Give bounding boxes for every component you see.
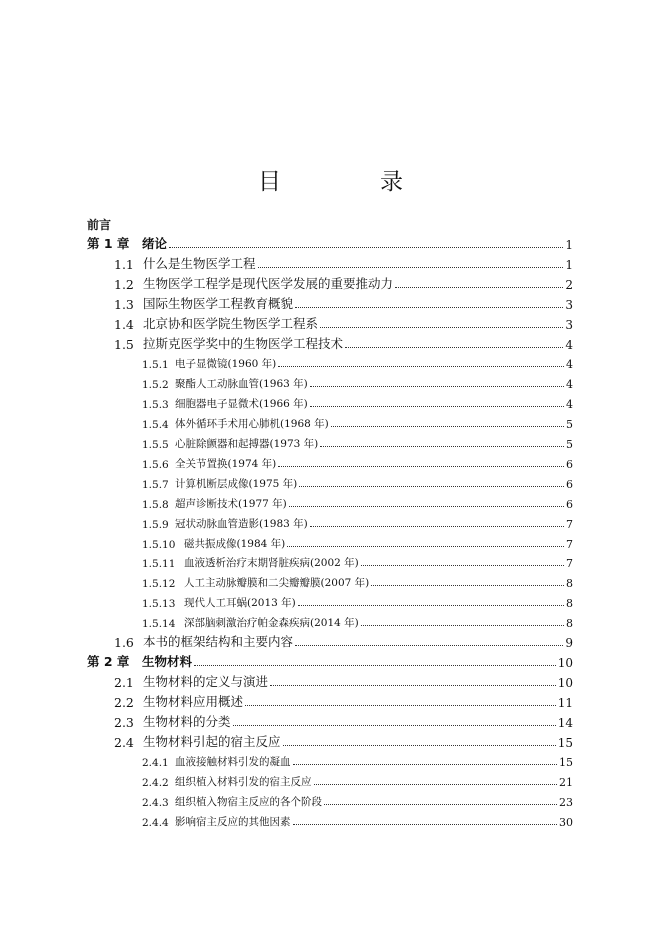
toc-entry-title: 计算机断层成像(1975 年) xyxy=(175,477,298,490)
dot-leader xyxy=(395,287,563,288)
toc-entry-section[interactable] xyxy=(0,312,661,332)
toc-entry-subsection[interactable] xyxy=(0,471,661,491)
toc-entry-section[interactable] xyxy=(0,272,661,292)
toc-entry-title: 人工主动脉瓣膜和二尖瓣瓣膜(2007 年) xyxy=(184,577,370,590)
toc-entry-subsection[interactable] xyxy=(0,749,661,769)
toc-entry-page: 1 xyxy=(565,257,573,272)
toc-entry-title: 现代人工耳蜗(2013 年) xyxy=(184,597,296,610)
toc-entry-page: 4 xyxy=(566,378,573,392)
toc-entry-page: 23 xyxy=(559,796,573,810)
dot-leader xyxy=(331,426,564,427)
toc-entry-title: 拉斯克医学奖中的生物医学工程技术 xyxy=(143,335,344,351)
dot-leader xyxy=(293,824,558,825)
dot-leader xyxy=(310,386,564,387)
toc-entry-subsection[interactable] xyxy=(0,769,661,789)
dot-leader xyxy=(361,565,564,566)
toc-entry-page: 10 xyxy=(557,675,573,690)
toc-entry-page: 8 xyxy=(566,617,573,631)
toc-entry-section[interactable] xyxy=(0,252,661,272)
toc-entry-page: 9 xyxy=(565,636,573,650)
toc-entry-number: 1.5.1 xyxy=(142,359,169,372)
toc-entry-title: 深部脑刺激治疗帕金森疾病(2014 年) xyxy=(184,617,359,630)
toc-entry-number: 1.5.14 xyxy=(142,618,176,631)
toc-entry-page: 15 xyxy=(557,735,573,750)
toc-entry-page: 2 xyxy=(565,277,573,292)
dot-leader xyxy=(324,804,557,805)
toc-entry-subsection[interactable] xyxy=(0,590,661,610)
toc-entry-section[interactable] xyxy=(0,690,661,710)
dot-leader xyxy=(310,526,564,527)
toc-entry-page: 10 xyxy=(557,655,573,670)
toc-entry-number: 1.5.7 xyxy=(142,478,169,491)
toc-entry-number: 1.5 xyxy=(114,336,134,352)
toc-entry-title: 聚酯人工动脉血管(1963 年) xyxy=(175,378,308,391)
toc-entry-number: 1.5.9 xyxy=(142,518,169,531)
toc-entry-number: 2.4.3 xyxy=(142,797,169,810)
toc-entry-number: 1.2 xyxy=(114,276,134,292)
toc-entry-number: 第 1 章 xyxy=(87,236,130,251)
toc-entry-number: 1.5.10 xyxy=(142,538,176,551)
toc-entry-number: 1.3 xyxy=(114,296,134,312)
toc-entry-title: 细胞器电子显微术(1966 年) xyxy=(175,398,308,411)
dot-leader xyxy=(320,327,563,328)
toc-entry-title: 国际生物医学工程教育概貌 xyxy=(143,295,294,311)
toc-entry-title: 北京协和医学院生物医学工程系 xyxy=(143,315,319,331)
dot-leader xyxy=(258,267,564,268)
toc-entry-title: 组织植入材料引发的宿主反应 xyxy=(175,776,312,789)
toc-entry-title: 冠状动脉血管造影(1983 年) xyxy=(175,517,308,530)
toc-entry-subsection[interactable] xyxy=(0,351,661,371)
toc-entry-number: 2.4 xyxy=(114,734,134,750)
toc-entry-page: 3 xyxy=(565,297,573,312)
toc-entry-title: 电子显微镜(1960 年) xyxy=(175,358,277,371)
toc-entry-number: 1.5.12 xyxy=(142,578,176,591)
toc-entry-section[interactable] xyxy=(0,710,661,730)
toc-entry-page: 11 xyxy=(557,695,573,710)
toc-entry-page: 4 xyxy=(566,398,573,412)
toc-entry-title: 本书的框架结构和主要内容 xyxy=(143,634,294,649)
toc-entry-title: 生物材料的分类 xyxy=(143,713,231,729)
toc-entry-title: 影响宿主反应的其他因素 xyxy=(175,816,291,829)
dot-leader xyxy=(245,705,556,706)
dot-leader xyxy=(289,506,564,507)
toc-entry-page: 7 xyxy=(566,517,573,531)
toc-entry-section[interactable] xyxy=(0,332,661,352)
page-title: 目 录 xyxy=(258,169,441,195)
toc-entry-title: 血液透析治疗末期肾脏疾病(2002 年) xyxy=(184,557,359,570)
toc-entry-number: 1.4 xyxy=(114,316,134,332)
dot-leader xyxy=(169,247,563,248)
toc-entry-subsection[interactable] xyxy=(0,550,661,570)
dot-leader xyxy=(270,685,556,686)
toc-entry-title: 生物材料的定义与演进 xyxy=(143,673,269,689)
toc-entry-title: 超声诊断技术(1977 年) xyxy=(175,497,287,510)
preface-entry[interactable]: 前言 xyxy=(87,218,112,232)
toc-entry-number: 1.5.3 xyxy=(142,399,169,412)
toc-entry-title: 生物材料应用概述 xyxy=(143,693,244,709)
toc-entry-page: 4 xyxy=(566,358,573,372)
dot-leader xyxy=(320,446,564,447)
toc-entry-subsection[interactable] xyxy=(0,491,661,511)
toc-entry-number: 1.5.11 xyxy=(142,558,176,571)
toc-entry-page: 15 xyxy=(559,756,573,770)
dot-leader xyxy=(295,645,563,646)
toc-entry-title: 什么是生物医学工程 xyxy=(143,255,256,271)
dot-leader xyxy=(283,745,556,746)
toc-entry-number: 2.3 xyxy=(114,714,134,730)
toc-entry-page: 5 xyxy=(566,438,573,451)
toc-entry-section[interactable] xyxy=(0,670,661,690)
dot-leader xyxy=(278,366,564,367)
toc-entry-title: 全关节置换(1974 年) xyxy=(175,457,277,470)
toc-entry-page: 21 xyxy=(559,776,573,790)
toc-entry-title: 心脏除颤器和起搏器(1973 年) xyxy=(175,438,319,450)
toc-entry-number: 1.5.8 xyxy=(142,498,169,511)
toc-entry-title: 组织植入物宿主反应的各个阶段 xyxy=(175,796,322,809)
toc-entry-title: 血液接触材料引发的凝血 xyxy=(175,756,291,769)
toc-entry-section[interactable] xyxy=(0,630,661,650)
toc-entry-page: 7 xyxy=(566,557,573,571)
toc-entry-page: 30 xyxy=(559,816,573,830)
dot-leader xyxy=(194,665,556,666)
toc-entry-page: 1 xyxy=(565,238,573,252)
toc-entry-section[interactable] xyxy=(0,730,661,750)
toc-entry-page: 8 xyxy=(566,597,573,611)
toc-entry-number: 1.5.2 xyxy=(142,379,169,392)
toc-entry-subsection[interactable] xyxy=(0,431,661,451)
toc-entry-page: 7 xyxy=(566,537,573,551)
toc-entry-page: 6 xyxy=(566,477,573,491)
toc-entry-subsection[interactable] xyxy=(0,809,661,829)
dot-leader xyxy=(314,784,558,785)
toc-entry-subsection[interactable] xyxy=(0,570,661,590)
toc-entry-page: 6 xyxy=(566,457,573,471)
toc-entry-subsection[interactable] xyxy=(0,511,661,531)
toc-entry-number: 1.5.5 xyxy=(142,439,169,451)
toc-entry-section[interactable] xyxy=(0,292,661,312)
toc-entry-page: 4 xyxy=(565,337,573,352)
toc-entry-title: 生物材料 xyxy=(142,653,193,669)
toc-entry-number: 2.4.1 xyxy=(142,757,169,770)
dot-leader xyxy=(233,725,556,726)
dot-leader xyxy=(371,585,564,586)
toc-entry-number: 第 2 章 xyxy=(87,653,130,669)
toc-entry-page: 8 xyxy=(566,577,573,591)
toc-entry-number: 1.5.13 xyxy=(142,598,176,611)
toc-entry-number: 2.4.2 xyxy=(142,777,169,790)
toc-entry-subsection[interactable] xyxy=(0,531,661,551)
toc-entry-number: 2.1 xyxy=(114,674,134,690)
toc-entry-chapter[interactable] xyxy=(0,650,661,670)
toc-entry-page: 14 xyxy=(557,715,573,730)
toc-entry-subsection[interactable] xyxy=(0,451,661,471)
toc-entry-number: 1.1 xyxy=(114,256,134,272)
toc-entry-number: 1.5.6 xyxy=(142,458,169,471)
dot-leader xyxy=(295,307,563,308)
toc-entry-subsection[interactable] xyxy=(0,789,661,809)
toc-entry-page: 6 xyxy=(566,497,573,511)
toc-entry-number: 2.4.4 xyxy=(142,817,169,830)
toc-entry-subsection[interactable] xyxy=(0,411,661,431)
toc-entry-chapter[interactable] xyxy=(0,232,661,252)
dot-leader xyxy=(287,546,564,547)
dot-leader xyxy=(345,347,563,348)
dot-leader xyxy=(299,486,564,487)
toc-entry-number: 1.5.4 xyxy=(142,419,169,432)
toc-entry-page: 3 xyxy=(565,317,573,332)
toc-entry-subsection[interactable] xyxy=(0,610,661,630)
toc-entry-number: 2.2 xyxy=(114,694,134,710)
dot-leader xyxy=(361,625,564,626)
toc-entry-title: 绪论 xyxy=(142,236,168,251)
toc-entry-title: 体外循环手术用心肺机(1968 年) xyxy=(175,418,329,431)
toc-entry-title: 磁共振成像(1984 年) xyxy=(184,537,286,550)
dot-leader xyxy=(310,406,564,407)
toc-entry-page: 5 xyxy=(566,418,573,432)
dot-leader xyxy=(293,764,558,765)
toc-entry-title: 生物材料引起的宿主反应 xyxy=(143,733,281,749)
toc-entry-title: 生物医学工程学是现代医学发展的重要推动力 xyxy=(143,275,394,291)
dot-leader xyxy=(278,466,564,467)
dot-leader xyxy=(298,605,564,606)
toc-entry-number: 1.6 xyxy=(114,635,134,650)
toc-entry-subsection[interactable] xyxy=(0,391,661,411)
toc-entry-subsection[interactable] xyxy=(0,371,661,391)
